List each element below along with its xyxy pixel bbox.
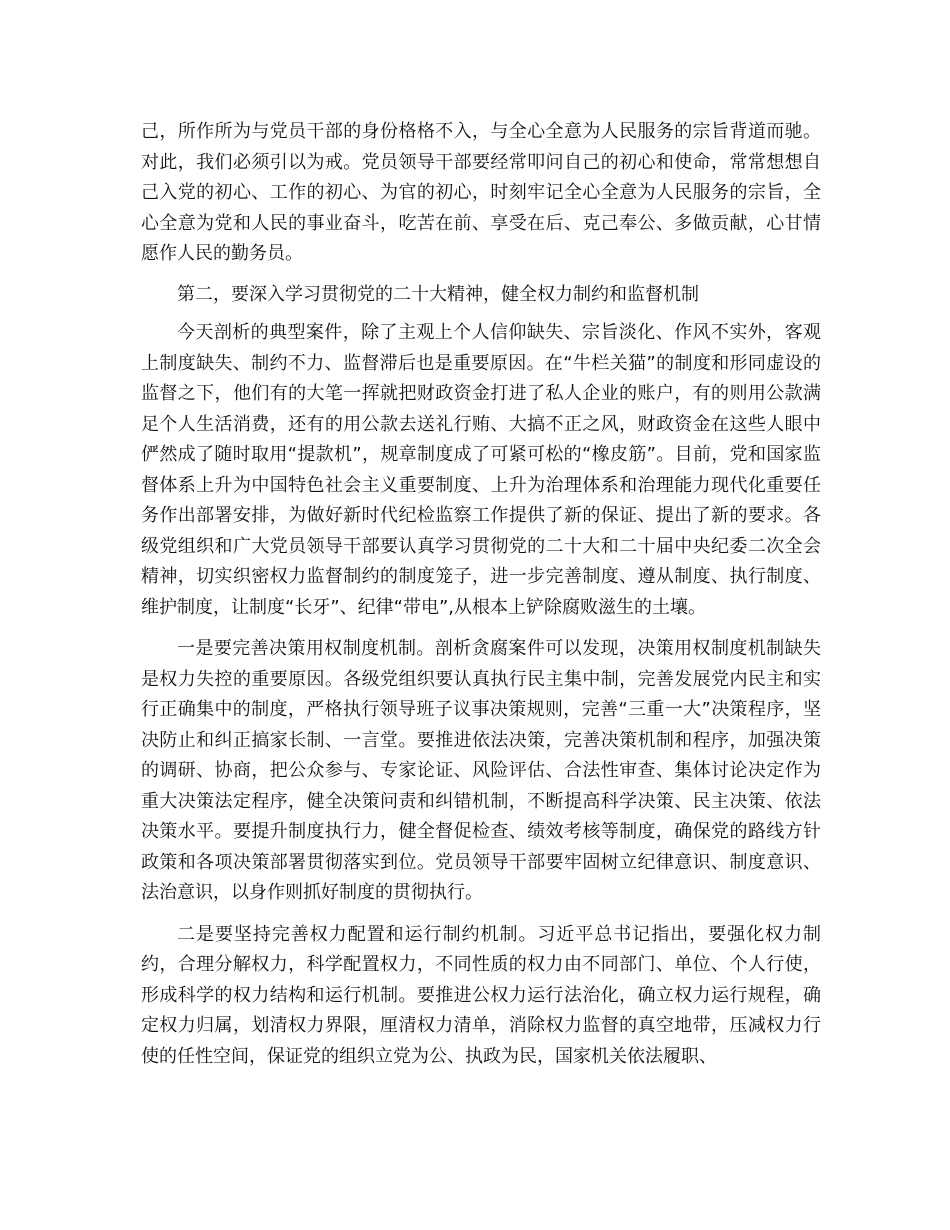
section-heading: 第二，要深入学习贯彻党的二十大精神，健全权力制约和监督机制 xyxy=(177,283,699,305)
paragraph-continuation: 己，所作所为与党员干部的身份格格不入，与全心全意为人民服务的宗旨背道而驰。对此，我们必须引以为戒。党员领导干部要经常叩问自己的初心和使命，常常想想自己入党的初心、工作的初心、为官的初心，时刻牢记全心全意为人民服务的宗旨，全心全意为党和人民的事业奋斗，吃苦在前、享受在后、克己奉公、多做贡献，心甘情愿作人民的勤务员。 xyxy=(141,121,821,264)
document-body xyxy=(141,117,821,1072)
paragraph-decision-making: 一是要完善决策用权制度机制。剖析贪腐案件可以发现，决策用权制度机制缺失是权力失控的重要原因。各级党组织要认真执行民主集中制，完善发展党内民主和实行正确集中的制度，严格执行领导班子议事决策规则，完善“三重一大”决策程序，坚决防止和纠正搞家长制、一言堂。要推进依法决策，完善决策机制和程序，加强决策的调研、协商，把公众参与、专家论证、风险评估、合法性审查、集体讨论决定作为重大决策法定程序，健全决策问责和纠错机制，不断提高科学决策、民主决策、依法决策水平。要提升制度执行力，健全督促检查、绩效考核等制度，确保党的路线方针政策和各项决策部署贯彻落实到位。党员领导干部要牢固树立纪律意识、制度意识、法治意识，以身作则抓好制度的贯彻执行。 xyxy=(141,638,821,903)
paragraph-power-allocation: 二是要坚持完善权力配置和运行制约机制。习近平总书记指出，要强化权力制约，合理分解权力，科学配置权力，不同性质的权力由不同部门、单位、个人行使，形成科学的权力结构和运行机制。要推进公权力运行法治化，确立权力运行规程，确定权力归属，划清权力界限，厘清权力清单，消除权力监督的真空地带，压减权力行使的任性空间，保证党的组织立党为公、执政为民，国家机关依法履职、 xyxy=(141,923,821,1067)
paragraph-typical-cases: 今天剖析的典型案件，除了主观上个人信仰缺失、宗旨淡化、作风不实外，客观上制度缺失、制约不力、监督滞后也是重要原因。在“牛栏关猫”的制度和形同虚设的监督之下，他们有的大笔一挥就把财政资金打进了私人企业的账户，有的则用公款满足个人生活消费，还有的用公款去送礼行贿、大搞不正之风，财政资金在这些人眼中俨然成了随时取用“提款机”，规章制度成了可紧可松的“橡皮筋”。目前，党和国家监督体系上升为中国特色社会主义重要制度、上升为治理体系和治理能力现代化重要任务作出部署安排，为做好新时代纪检监察工作提供了新的保证、提出了新的要求。各级党组织和广大党员领导干部要认真学习贯彻党的二十大和二十届中央纪委二次全会精神，切实织密权力监督制约的制度笼子，进一步完善制度、遵从制度、执行制度、维护制度，让制度“长牙”、纪律“带电”,从根本上铲除腐败滋生的土壤。 xyxy=(141,322,821,618)
